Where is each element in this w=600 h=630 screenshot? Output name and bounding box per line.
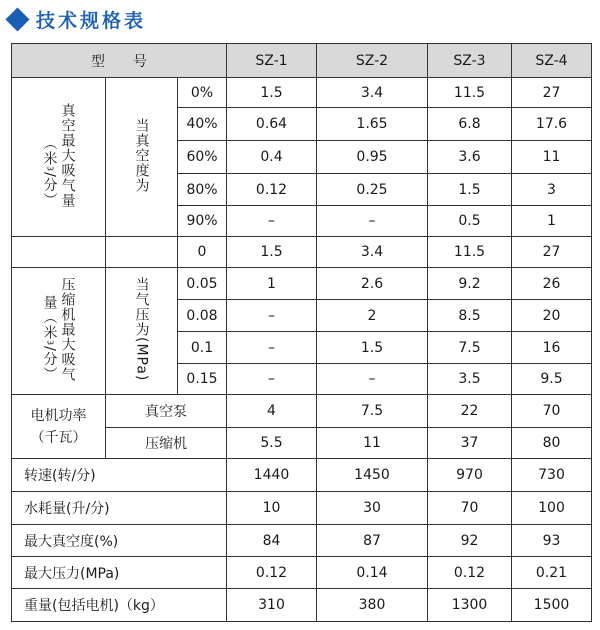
col-header-sz3: SZ-3: [428, 44, 512, 78]
power-row: [12, 395, 592, 428]
power-value: 7.5: [317, 395, 428, 428]
vacuum-value: 0.25: [317, 174, 428, 206]
spec-value: 0.21: [512, 557, 592, 589]
vacuum-cond: 90%: [178, 206, 227, 237]
compressor-label-main: 压缩机最大吸气: [59, 276, 76, 382]
blank-cell: [12, 237, 106, 268]
col-header-sz4: SZ-4: [512, 44, 592, 78]
vacuum-cond: 80%: [178, 174, 227, 206]
spec-value: 380: [317, 589, 428, 622]
spec-value: 10: [227, 492, 317, 525]
compressor-value: 1.5: [227, 237, 317, 268]
vacuum-value: 1: [512, 206, 592, 237]
compressor-label-unit: 量（米3/分）: [41, 294, 58, 382]
vacuum-condition-cell: [106, 78, 178, 237]
vacuum-value: 0.4: [227, 141, 317, 174]
compressor-cond: 0.05: [178, 268, 227, 300]
compressor-cond: 0: [178, 237, 227, 268]
vacuum-cond: 60%: [178, 141, 227, 174]
vacuum-value: –: [227, 206, 317, 237]
compressor-condition-cell: [106, 268, 178, 395]
power-value: 37: [428, 428, 512, 459]
compressor-value: 9.2: [428, 268, 512, 300]
compressor-value: 20: [512, 300, 592, 332]
compressor-value: 1.5: [317, 332, 428, 364]
compressor-value: 2: [317, 300, 428, 332]
compressor-value: 16: [512, 332, 592, 364]
vacuum-value: 0.5: [428, 206, 512, 237]
power-value: 4: [227, 395, 317, 428]
spec-row: [12, 557, 592, 589]
spec-label: 重量(包括电机)（kg）: [12, 589, 227, 622]
compressor-cond: 0.08: [178, 300, 227, 332]
compressor-value: 26: [512, 268, 592, 300]
spec-table: [11, 43, 592, 622]
compressor-value: 27: [512, 237, 592, 268]
vacuum-value: 3.6: [428, 141, 512, 174]
power-label-cell: [12, 395, 106, 459]
compressor-value: 11.5: [428, 237, 512, 268]
vacuum-value: 6.8: [428, 108, 512, 141]
power-value: 70: [512, 395, 592, 428]
spec-value: 730: [512, 459, 592, 492]
spec-row: [12, 492, 592, 525]
vacuum-value: 11.5: [428, 78, 512, 108]
spec-label: 最大真空度(%): [12, 525, 227, 557]
vacuum-value: 0.12: [227, 174, 317, 206]
spec-label: 转速(转/分): [12, 459, 227, 492]
vacuum-cond: 0%: [178, 78, 227, 108]
spec-label: 水耗量(升/分): [12, 492, 227, 525]
compressor-value: –: [227, 300, 317, 332]
spec-value: 0.14: [317, 557, 428, 589]
vacuum-value: 11: [512, 141, 592, 174]
vacuum-condition-label: 当真空度为: [133, 117, 150, 193]
vacuum-value: 1.5: [428, 174, 512, 206]
compressor-value: 1: [227, 268, 317, 300]
power-label-line2: （千瓦）: [30, 429, 87, 446]
spec-row: [12, 525, 592, 557]
spec-value: 1500: [512, 589, 592, 622]
section-heading: [6, 4, 146, 34]
spec-row: [12, 459, 592, 492]
col-header-sz2: SZ-2: [317, 44, 428, 78]
spec-value: 70: [428, 492, 512, 525]
vacuum-value: 0.95: [317, 141, 428, 174]
power-value: 11: [317, 428, 428, 459]
col-header-sz1: SZ-1: [227, 44, 317, 78]
spec-value: 93: [512, 525, 592, 557]
compressor-value: 9.5: [512, 364, 592, 395]
compressor-row: [12, 237, 592, 268]
vacuum-value: 0.64: [227, 108, 317, 141]
compressor-label-cell: [12, 268, 106, 395]
spec-row: [12, 589, 592, 622]
vacuum-value: 27: [512, 78, 592, 108]
compressor-value: –: [317, 364, 428, 395]
header-row: [12, 44, 592, 78]
diamond-bullet-icon: [5, 7, 29, 31]
vacuum-value: –: [317, 206, 428, 237]
spec-value: 87: [317, 525, 428, 557]
spec-value: 30: [317, 492, 428, 525]
spec-value: 84: [227, 525, 317, 557]
vacuum-label-cell: [12, 78, 106, 237]
power-value: 5.5: [227, 428, 317, 459]
compressor-value: 3.5: [428, 364, 512, 395]
model-header: 型 号: [12, 44, 227, 78]
compressor-value: 3.4: [317, 237, 428, 268]
compressor-condition-label: 当气压为(MPa): [133, 276, 150, 382]
vacuum-value: 1.5: [227, 78, 317, 108]
spec-value: 92: [428, 525, 512, 557]
spec-value: 970: [428, 459, 512, 492]
power-value: 22: [428, 395, 512, 428]
vacuum-row: [12, 78, 592, 108]
compressor-cond: 0.1: [178, 332, 227, 364]
power-label-line1: 电机功率: [30, 407, 87, 424]
vacuum-cond: 40%: [178, 108, 227, 141]
vacuum-value: 3.4: [317, 78, 428, 108]
vacuum-value: 1.65: [317, 108, 428, 141]
compressor-cond: 0.15: [178, 364, 227, 395]
vacuum-value: 3: [512, 174, 592, 206]
spec-value: 0.12: [428, 557, 512, 589]
compressor-row: [12, 268, 592, 300]
spec-value: 310: [227, 589, 317, 622]
spec-value: 1450: [317, 459, 428, 492]
spec-value: 1300: [428, 589, 512, 622]
compressor-value: 2.6: [317, 268, 428, 300]
spec-value: 1440: [227, 459, 317, 492]
heading-title: 技术规格表: [36, 9, 147, 32]
vacuum-label-main: 真空最大吸气量: [59, 102, 76, 208]
power-value: 80: [512, 428, 592, 459]
blank-cell: [106, 237, 178, 268]
compressor-value: 8.5: [428, 300, 512, 332]
compressor-value: 7.5: [428, 332, 512, 364]
power-cond: 真空泵: [106, 395, 227, 428]
spec-value: 0.12: [227, 557, 317, 589]
spec-value: 100: [512, 492, 592, 525]
spec-label: 最大压力(MPa): [12, 557, 227, 589]
vacuum-label-unit: （米3/分）: [41, 135, 58, 208]
power-cond: 压缩机: [106, 428, 227, 459]
vacuum-value: 17.6: [512, 108, 592, 141]
compressor-value: –: [227, 364, 317, 395]
compressor-value: –: [227, 332, 317, 364]
